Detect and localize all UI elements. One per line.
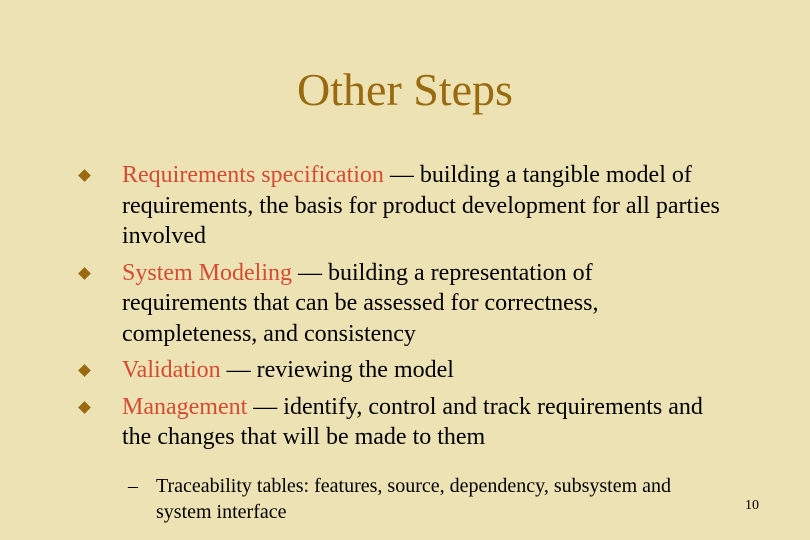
bullet-term: System Modeling (122, 259, 293, 286)
diamond-bullet-icon (78, 169, 91, 182)
diamond-bullet-icon (78, 267, 91, 280)
diamond-bullet-icon (78, 401, 91, 414)
slide-title: Other Steps (297, 64, 513, 115)
dash-marker: – (128, 474, 138, 497)
bullet-term: Requirements specification (122, 162, 384, 188)
bullet-text: — building a tangible model of requirements, the basis for product development for all parties involved (122, 162, 720, 249)
bullet-text: — building a representation of requirements that can be assessed for correctness, completeness, and consistency (122, 259, 599, 347)
sub-bullet-traceability-tables (122, 473, 720, 525)
sub-bullet-list (122, 473, 720, 525)
bullet-validation (80, 355, 720, 386)
bullet-term: Management (122, 393, 248, 420)
diamond-bullet-icon (78, 364, 91, 377)
bullet-management (80, 392, 720, 525)
bullet-text: — identify, control and track requirements and the changes that will be made to them (122, 393, 703, 450)
page-number: 10 (745, 498, 759, 513)
bullet-requirements-specification (80, 160, 720, 252)
bullet-text: — reviewing the model (220, 357, 454, 383)
bullet-term: Validation (122, 357, 221, 383)
bullet-system-modeling (80, 258, 720, 350)
bullet-list (80, 160, 720, 531)
sub-bullet-text: Traceability tables: features, source, dependency, subsystem and system interface (156, 474, 672, 523)
